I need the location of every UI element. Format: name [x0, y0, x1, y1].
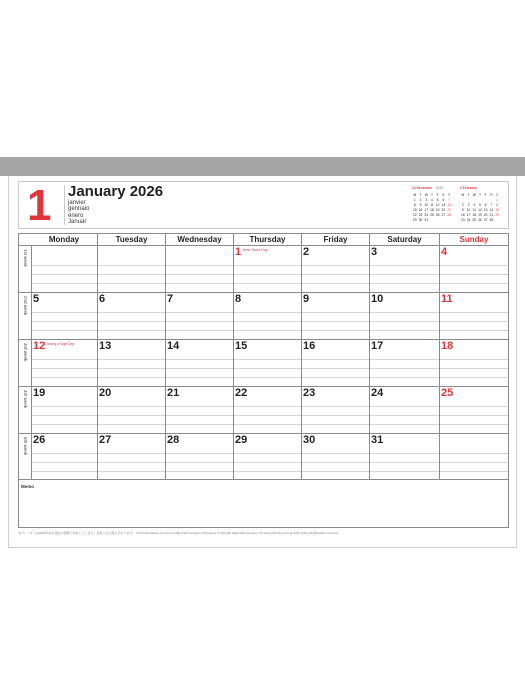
mini-week-row	[412, 217, 452, 222]
day-number[interactable]: 31	[371, 434, 384, 446]
mini-day: 5	[479, 202, 481, 207]
day-number[interactable]: 7	[167, 293, 174, 305]
mini-day: 23	[461, 217, 465, 222]
day-number[interactable]: 12	[33, 340, 46, 352]
mini-month-name: 12 December	[412, 186, 433, 190]
mini-weekday: F	[436, 192, 439, 197]
mini-day: 12	[478, 207, 482, 212]
ruled-line	[31, 377, 508, 378]
mini-day: 13	[483, 207, 488, 212]
mini-day: 4	[431, 197, 433, 202]
mini-day: 15	[495, 207, 499, 212]
day-number[interactable]: 5	[33, 293, 40, 305]
ruled-line	[31, 462, 508, 463]
mini-day: 2	[419, 197, 422, 202]
mini-day: 13	[441, 202, 446, 207]
mini-calendar-december	[412, 186, 452, 222]
grid-line	[439, 245, 440, 480]
mini-day: 2	[461, 202, 464, 207]
mini-day: 27	[441, 212, 446, 217]
day-number[interactable]: 2	[303, 246, 310, 258]
week-label	[19, 294, 31, 337]
memo-box	[18, 480, 509, 528]
day-number[interactable]: 30	[303, 434, 316, 446]
mini-day: 6	[442, 197, 445, 202]
grid-line	[301, 245, 302, 480]
mini-day: 28	[447, 212, 451, 217]
week-label-text: 1st week	[23, 249, 28, 267]
footer-note: 本カレンダーは2025年11月現在の情報で作成しています。変更になる場合があります。 US United States of America GB United Kingdom FR France IT Italy ES Spain DE Germany CN China HK Hong Kong SAR China KR Republic of Korea	[18, 531, 338, 535]
mini-day: 22	[413, 212, 417, 217]
month-alt-names	[68, 200, 89, 225]
day-number[interactable]: 19	[33, 387, 46, 399]
grid-line	[19, 386, 508, 387]
mini-day: 1	[496, 197, 499, 202]
mini-day: 18	[430, 207, 434, 212]
mini-day: 23	[418, 212, 423, 217]
week-label	[19, 388, 31, 431]
grid-line	[233, 245, 234, 480]
mini-day: 3	[467, 202, 470, 207]
ruled-line	[31, 283, 508, 284]
alt-name: janvier	[68, 200, 86, 206]
day-number[interactable]: 4	[441, 246, 448, 258]
mini-day: 28	[489, 217, 494, 222]
mini-day: 6	[484, 202, 487, 207]
mini-weekday: S	[490, 192, 493, 197]
day-number[interactable]: 9	[303, 293, 310, 305]
mini-day: 16	[418, 207, 423, 212]
day-number[interactable]: 15	[235, 340, 248, 352]
weekday-header: Sunday	[439, 234, 508, 245]
week-label-text: 4th week	[23, 390, 28, 409]
alt-name: Januar	[68, 218, 87, 225]
mini-weekday: F	[484, 192, 487, 197]
grid-line	[31, 245, 32, 480]
mini-day: 29	[413, 217, 417, 222]
mini-weekday: W	[472, 192, 476, 197]
mini-day: 10	[424, 202, 429, 207]
mini-weekday: S	[496, 192, 499, 197]
ruled-line	[31, 312, 508, 313]
day-number[interactable]: 1	[235, 246, 242, 258]
grid-line	[19, 433, 508, 434]
day-number[interactable]: 16	[303, 340, 316, 352]
grid-line	[19, 339, 508, 340]
weekday-header: Friday	[301, 234, 369, 245]
mini-day: 9	[461, 207, 464, 212]
mini-week-row	[460, 217, 500, 222]
mini-day: 4	[473, 202, 476, 207]
mini-day: 26	[478, 217, 482, 222]
day-number[interactable]: 17	[371, 340, 384, 352]
month-title: January 2026	[68, 183, 164, 200]
day-number[interactable]: 20	[99, 387, 112, 399]
mini-weekday: W	[424, 192, 428, 197]
mini-calendar-february	[460, 186, 500, 222]
holiday-label: Coming of Age Day	[44, 342, 75, 346]
mini-day: 7	[490, 202, 493, 207]
mini-day: 19	[435, 207, 440, 212]
mini-day: 18	[472, 212, 477, 217]
mini-year: 2025	[435, 186, 443, 190]
mini-day: 16	[461, 212, 465, 217]
weekday-header: Saturday	[369, 234, 439, 245]
weekday-header: Wednesday	[165, 234, 233, 245]
weekday-header: Thursday	[233, 234, 301, 245]
mini-weekday: M	[413, 192, 417, 197]
day-number[interactable]: 26	[33, 434, 46, 446]
day-number[interactable]: 23	[303, 387, 316, 399]
mini-day: 7	[448, 197, 451, 202]
alt-name: enero	[68, 212, 84, 219]
mini-weekday: S	[448, 192, 451, 197]
mini-calendar-table	[460, 192, 500, 222]
ruled-line	[31, 330, 508, 331]
header-divider	[64, 185, 65, 225]
mini-day: 20	[441, 207, 446, 212]
day-number[interactable]: 27	[99, 434, 112, 446]
mini-day: 30	[418, 217, 423, 222]
ruled-line	[31, 424, 508, 425]
mini-calendar-table	[412, 192, 452, 222]
day-number[interactable]: 6	[99, 293, 106, 305]
mini-day: 8	[496, 202, 499, 207]
mini-day: 25	[430, 212, 434, 217]
mini-day: 25	[472, 217, 477, 222]
mini-weekday: M	[461, 192, 465, 197]
ruled-line	[31, 368, 508, 369]
day-number[interactable]: 3	[371, 246, 378, 258]
mini-day: 11	[472, 207, 476, 212]
week-label	[19, 247, 31, 290]
day-number[interactable]: 18	[441, 340, 454, 352]
ruled-line	[31, 265, 508, 266]
month-grid	[18, 233, 509, 480]
mini-day	[494, 217, 500, 222]
mini-weekday: T	[478, 192, 481, 197]
grid-line	[97, 245, 98, 480]
grid-line	[19, 245, 508, 246]
day-number[interactable]: 10	[371, 293, 384, 305]
day-number[interactable]: 22	[235, 387, 248, 399]
week-label-text: 3rd week	[23, 343, 28, 362]
mini-day: 9	[419, 202, 422, 207]
mini-weekday: T	[430, 192, 433, 197]
mini-day: 24	[466, 217, 471, 222]
ruled-line	[31, 406, 508, 407]
ruled-line	[31, 359, 508, 360]
mini-day: 17	[424, 207, 429, 212]
mini-day: 24	[424, 212, 429, 217]
day-number[interactable]: 14	[167, 340, 180, 352]
mini-day: 20	[483, 212, 488, 217]
weekday-header: Tuesday	[97, 234, 165, 245]
day-number[interactable]: 24	[371, 387, 384, 399]
mini-day: 12	[435, 202, 440, 207]
mini-day: 14	[489, 207, 494, 212]
week-label	[19, 341, 31, 384]
mini-day: 17	[466, 212, 471, 217]
ruled-line	[31, 471, 508, 472]
day-number[interactable]: 28	[167, 434, 180, 446]
alt-name: gennaio	[68, 206, 90, 213]
mini-month-name: 2 February	[460, 186, 477, 190]
ruled-line	[31, 274, 508, 275]
mini-day: 15	[413, 207, 417, 212]
mini-weekday: S	[442, 192, 445, 197]
ruled-line	[31, 321, 508, 322]
grid-line	[369, 245, 370, 480]
holiday-label: New Year's Day	[243, 248, 268, 252]
mini-day: 19	[478, 212, 482, 217]
memo-label: Memo	[21, 484, 35, 489]
mini-day: 5	[436, 197, 439, 202]
mini-day: 31	[424, 217, 429, 222]
mini-day: 22	[495, 212, 499, 217]
ruled-line	[31, 453, 508, 454]
month-number: 1	[27, 181, 52, 230]
weekday-header: Monday	[48, 235, 80, 244]
day-number[interactable]: 13	[99, 340, 112, 352]
mini-day: 14	[447, 202, 451, 207]
day-number[interactable]: 25	[441, 387, 454, 399]
week-label-text: 5th week	[23, 437, 28, 456]
mini-day: 8	[413, 202, 416, 207]
mini-weekday: T	[419, 192, 422, 197]
mini-day: 3	[425, 197, 428, 202]
mini-day: 11	[430, 202, 434, 207]
mini-day: 27	[483, 217, 488, 222]
grid-line	[19, 292, 508, 293]
grid-line	[165, 245, 166, 480]
day-number[interactable]: 11	[441, 293, 453, 305]
mini-day: 26	[435, 212, 440, 217]
week-label-text: 2nd week	[23, 296, 28, 316]
top-band	[0, 157, 525, 176]
day-number[interactable]: 21	[167, 387, 180, 399]
ruled-line	[31, 415, 508, 416]
mini-day	[446, 217, 452, 222]
day-number[interactable]: 29	[235, 434, 248, 446]
mini-day: 21	[447, 207, 451, 212]
day-number[interactable]: 8	[235, 293, 242, 305]
mini-day: 10	[466, 207, 471, 212]
mini-day: 21	[489, 212, 494, 217]
week-label	[19, 435, 31, 478]
mini-weekday: T	[467, 192, 470, 197]
mini-day: 1	[413, 197, 416, 202]
